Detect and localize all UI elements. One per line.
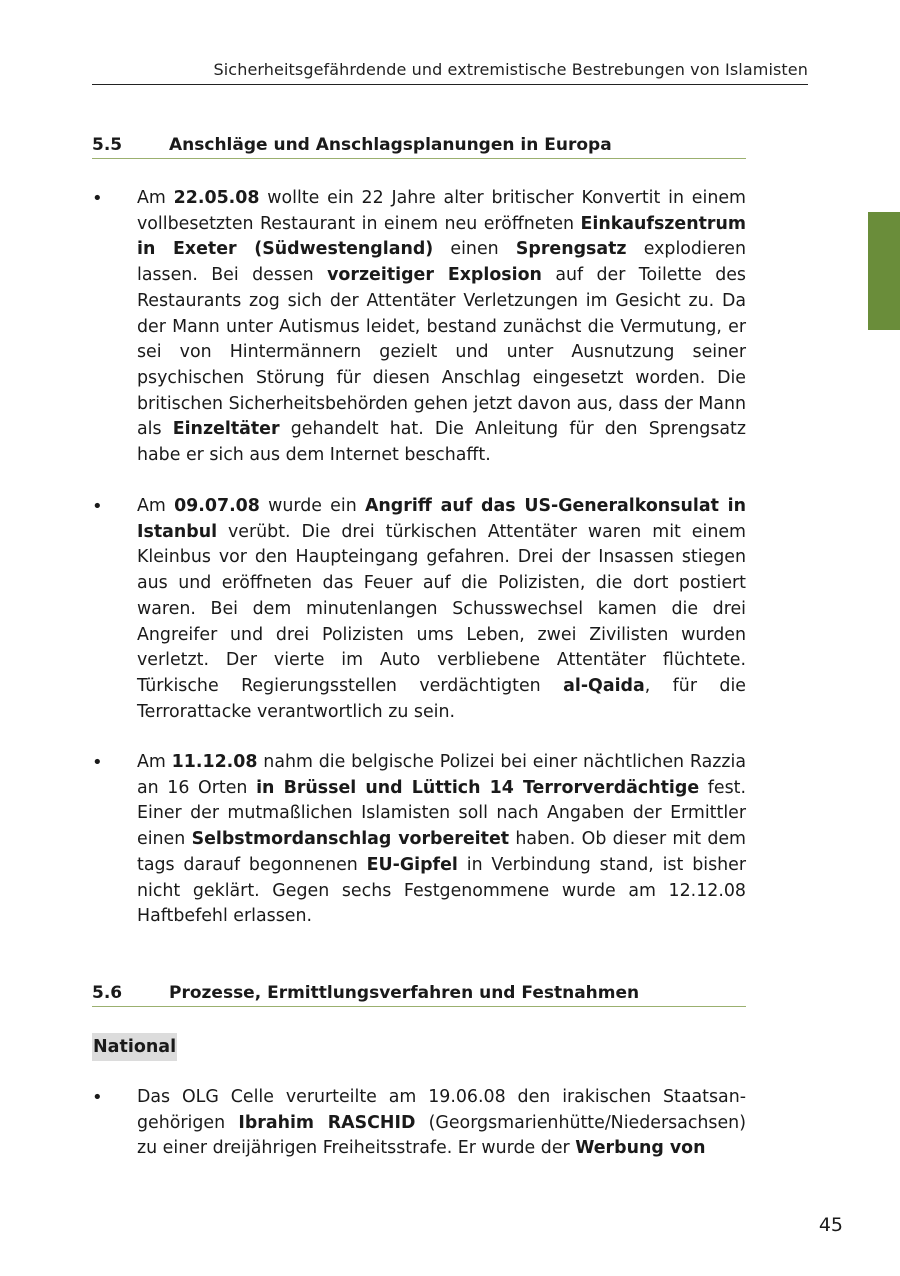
list-item [92,750,746,930]
list-item [92,186,746,469]
bullet-icon: • [92,188,103,209]
section-number: 5.5 [92,135,123,155]
page-number: 45 [818,1214,843,1236]
list-item [92,494,746,725]
emphasis-text: Einkaufszentrum in Exeter (Südwestengland) [137,213,746,260]
emphasis-text: Werbung von [575,1138,706,1159]
emphasis-text: al-Qaida [563,675,645,696]
section-title: Prozesse, Ermittlungsverfahren und Festnahmen [169,983,640,1003]
subheading-national: National [92,1033,177,1061]
chapter-tab-marker [868,212,900,330]
running-header: Sicherheitsgefährdende und extremistische Bestrebungen von Islamisten [213,60,808,79]
bullet-icon: • [92,496,103,517]
bullet-icon: • [92,752,103,773]
emphasis-text: Selbstmordanschlag vorbereitet [191,829,510,850]
header-rule [92,84,808,85]
list-item [92,1085,746,1162]
emphasis-text: vorzeitiger Explosion [327,265,542,286]
bullet-icon: • [92,1087,103,1108]
section-heading-5-6 [92,983,746,1007]
list-item-text: Am 09.07.08 wurde ein Angriff auf das US-Generalkonsulat in Istanbul verübt. Die drei türkischen Attentäter waren mit einem Kleinbus vor den Haupteingang gefahren. Drei der Insassen stiegen aus und eröffneten das Feuer auf die Polizisten, die dort postiert waren. Bei dem minutenlangen Schusswechsel kamen die drei Angreifer und drei Polizisten ums Leben, zwei Zivilisten wurden verletzt. Der vierte im Auto verbliebene Attentäter flüchtete. Türkische Regierungsstellen verdächtigten al-Qaida, für die Terrorattacke verantwortlich zu sein. [137,496,746,722]
emphasis-text: in Brüssel und Lüttich 14 Terrorverdächtige [256,777,700,798]
section-number: 5.6 [92,983,123,1003]
emphasis-text: Ibrahim RASCHID [238,1112,416,1133]
list-item-text: Am 11.12.08 nahm die belgische Polizei bei einer nächtlichen Razzia an 16 Orten in Brüssel und Lüttich 14 Terrorverdächtige fest. Einer der mutmaßlichen Islamisten soll nach Angaben der Ermittler einen Selbstmordanschlag vorbereitet haben. Ob dieser mit dem tags darauf begonnenen EU-Gipfel in Verbindung stand, ist bisher nicht geklärt. Gegen sechs Festgenommene wurde am 12.12.08 Haftbefehl erlassen. [137,752,746,927]
emphasis-text: 09.07.08 [174,496,260,516]
emphasis-text: 11.12.08 [171,752,258,772]
section-title: Anschläge und Anschlagsplanungen in Europa [169,135,612,155]
emphasis-text: EU-Gipfel [366,854,458,875]
list-item-text: Am 22.05.08 wollte ein 22 Jahre alter britischer Konvertit in einem vollbesetzten Restaurant in einem neu eröffneten Einkaufszentrum in Exeter (Südwestengland) einen Sprengsatz explodieren lassen. Bei dessen vorzeitiger Explosion auf der Toilette des Restaurants zog sich der Attentäter Verletzungen im Gesicht zu. Da der Mann unter Autismus leidet, bestand zunächst die Vermutung, er sei von Hintermännern gezielt und unter Ausnutzung seiner psychischen Störung für diesen Anschlag eingesetzt worden. Die britischen Sicherheitsbehörden gehen jetzt davon aus, dass der Mann als Einzeltäter gehandelt hat. Die Anleitung für den Sprengsatz habe er sich aus dem Internet beschafft. [137,188,746,466]
emphasis-text: Angriff auf das US-Generalkonsulat in Istanbul [137,496,746,542]
section-heading-5-5 [92,135,746,159]
emphasis-text: Sprengsatz [515,239,627,260]
list-item-text: Das OLG Celle verurteilte am 19.06.08 den irakischen Staatsangehörigen Ibrahim RASCHID (Georgsmarienhütte/Niedersachsen) zu einer dreijährigen Freiheitsstrafe. Er wurde der Werbung von [137,1087,746,1159]
emphasis-text: 22.05.08 [173,188,260,208]
emphasis-text: Einzeltäter [172,419,280,440]
